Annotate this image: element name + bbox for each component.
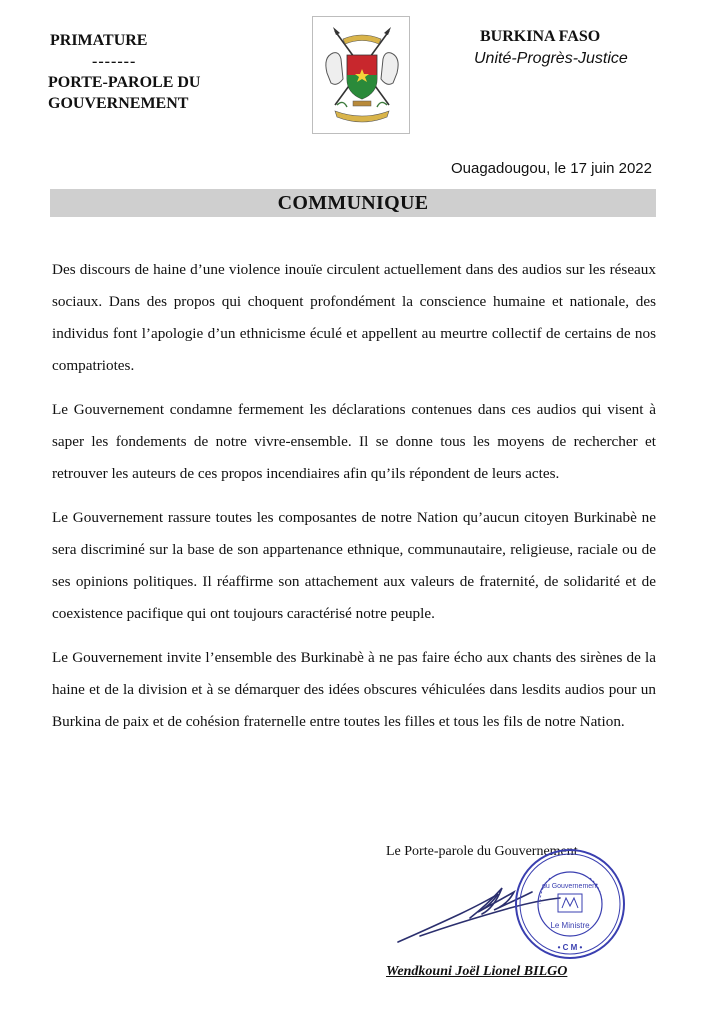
stamp-center-line2: Le Ministre [550, 921, 590, 930]
paragraph: Le Gouvernement condamne fermement les déclarations contenues dans ces audios qui visent à saper les fondements de notre vivre-ensemble. Il se donne tous les moyens de rechercher et retrouver les auteurs de ces propos incendiaires afin qu’ils répondent de leurs actes. [52, 401, 656, 482]
official-stamp-icon [390, 848, 640, 968]
stamp-center-line1: du Gouvernement [541, 883, 599, 890]
issuer-block [48, 30, 258, 114]
signatory-title: Le Porte-parole du Gouvernement [386, 844, 578, 859]
issuer-line-primature: PRIMATURE [50, 32, 148, 49]
stamp-bottom-text: • C M • [557, 943, 583, 952]
paragraph: Le Gouvernement rassure toutes les composantes de notre Nation qu’aucun citoyen Burkinabè ne sera discriminé sur la base de son appartenance ethnique, communautaire, religieuse, raciale ou de ses opinions politiques. Il réaffirme son attachement aux valeurs de fraternité, de solidarité et de coexistence pacifique qui ont toujours caractérisé notre peuple. [52, 509, 656, 622]
issuer-separator: ------- [92, 53, 137, 70]
paragraph: Le Gouvernement invite l’ensemble des Burkinabè à ne pas faire écho aux chants des sirènes de la haine et de la division et à se démarquer des idées obscures véhiculées dans lesdits audios pour un Burkina de paix et de cohésion fraternelle entre toutes les filles et tous les fils de notre Nation. [52, 649, 656, 730]
place-and-date: Ouagadougou, le 17 juin 2022 [450, 160, 652, 177]
handwritten-signature-icon [398, 888, 560, 942]
stamp-seal [516, 850, 624, 958]
national-motto: Unité-Progrès-Justice [474, 50, 628, 67]
paragraph: Des discours de haine d’une violence inouïe circulent actuellement dans des audios sur les réseaux sociaux. Dans des propos qui choquent profondément la conscience humaine et nationale, des individus font l’apologie d’un ethnicisme éculé et appellent au meurtre collectif de certains de nos compatriotes. [52, 261, 656, 374]
signatory-name: Wendkouni Joël Lionel BILGO [386, 964, 568, 979]
country-name: BURKINA FASO [480, 28, 601, 45]
document-title: COMMUNIQUE [277, 192, 429, 214]
coat-of-arms-icon [312, 16, 410, 134]
issuer-line-spokesperson: PORTE-PAROLE DU GOUVERNEMENT [48, 74, 201, 112]
document-title-bar [50, 189, 656, 217]
country-block [440, 26, 670, 70]
communique-body [52, 254, 656, 750]
